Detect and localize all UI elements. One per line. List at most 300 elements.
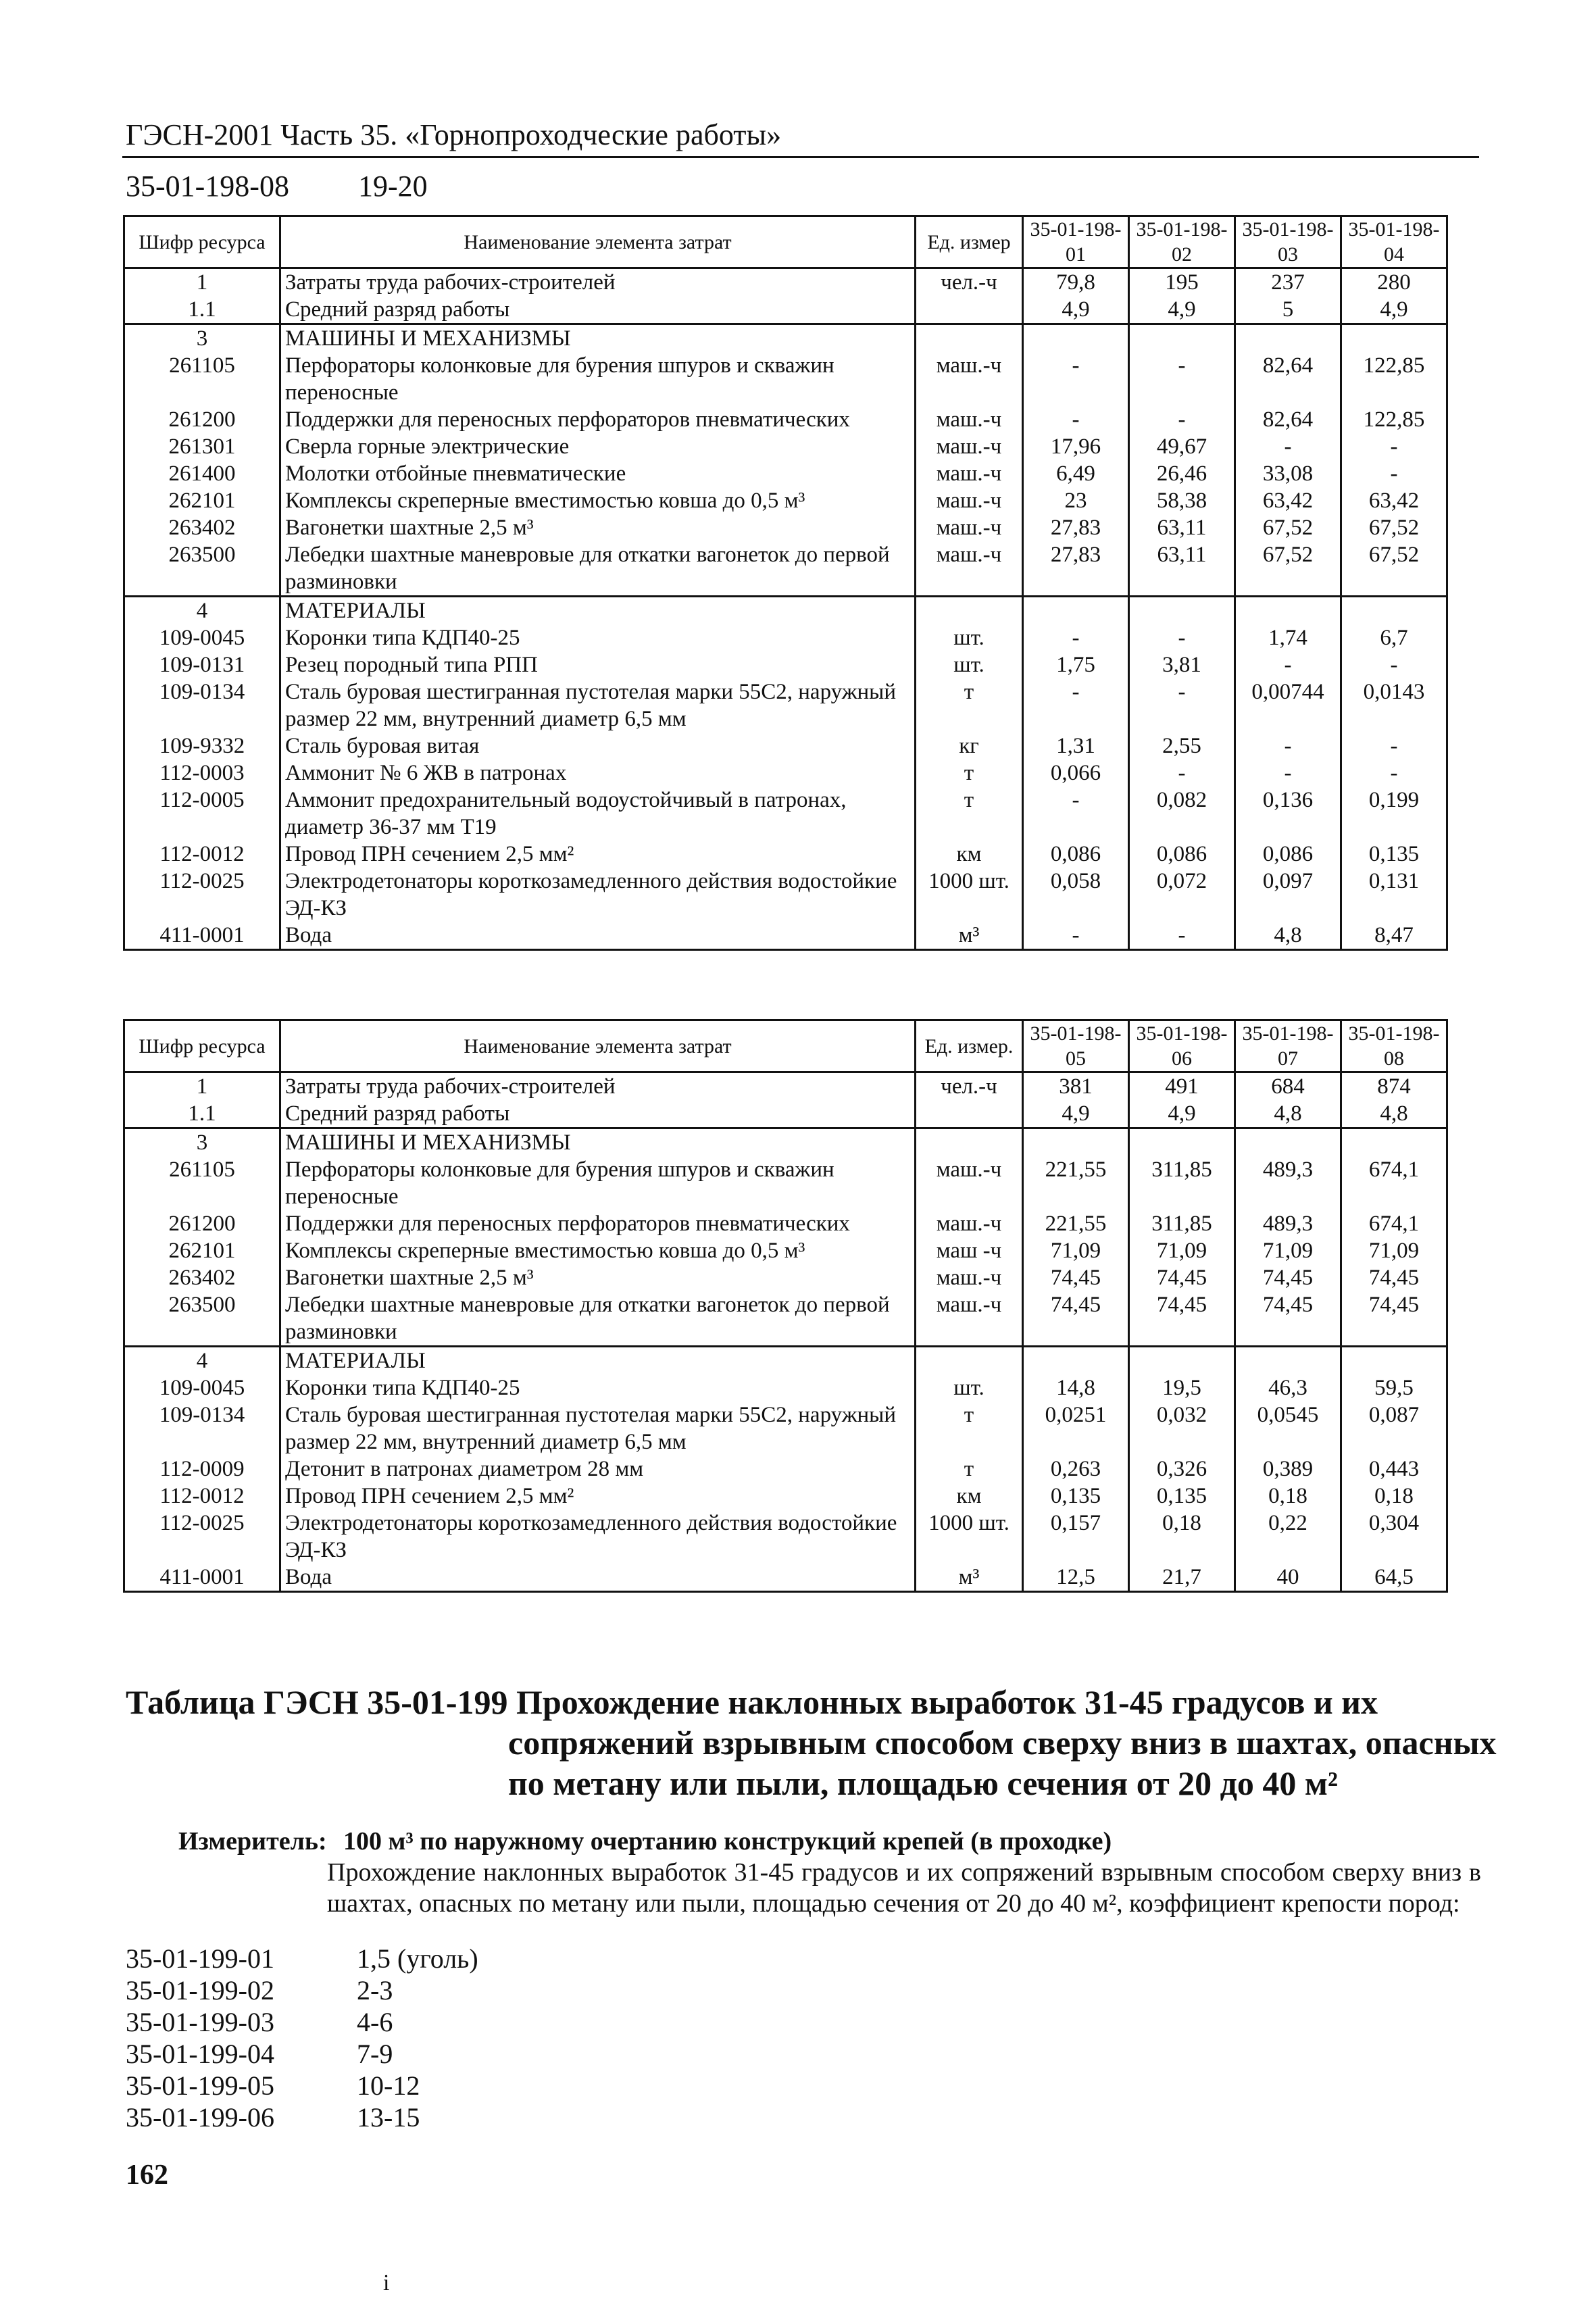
unit-cell: маш.-ч <box>916 1210 1023 1237</box>
value-cell-2: 26,46 <box>1129 460 1235 487</box>
value-cell-3: 4,8 <box>1235 1100 1341 1128</box>
table-row <box>124 352 1447 406</box>
value-cell-4: 6,7 <box>1341 624 1447 651</box>
resource-code-cell: 109-0134 <box>124 1401 280 1455</box>
table-row <box>124 1510 1447 1564</box>
value-cell-4: 0,18 <box>1341 1483 1447 1510</box>
value-cell-1: 23 <box>1023 487 1129 514</box>
value-cell-2 <box>1129 324 1235 353</box>
table-row <box>124 651 1447 678</box>
table-row <box>124 1210 1447 1237</box>
value-cell-2: 0,032 <box>1129 1401 1235 1455</box>
value-cell-1: - <box>1023 352 1129 406</box>
value-cell-3: 40 <box>1235 1564 1341 1592</box>
resource-code-cell: 112-0009 <box>124 1455 280 1483</box>
value-cell-1: 4,9 <box>1023 296 1129 324</box>
value-cell-3: 0,136 <box>1235 787 1341 841</box>
resource-name-cell: Сталь буровая шестигранная пустотелая марки 55С2, наружный размер 22 мм, внутренний диаметр 6,5 мм <box>280 1401 916 1455</box>
coefficient-item <box>126 2038 393 2070</box>
unit-cell: маш.-ч <box>916 541 1023 597</box>
table-row <box>124 541 1447 597</box>
unit-cell: шт. <box>916 624 1023 651</box>
unit-cell: м³ <box>916 1564 1023 1592</box>
resource-code-cell: 1 <box>124 268 280 297</box>
value-cell-4 <box>1341 597 1447 625</box>
table-row <box>124 1455 1447 1483</box>
resource-name-cell: Средний разряд работы <box>280 1100 916 1128</box>
table-row <box>124 460 1447 487</box>
value-cell-4: 4,9 <box>1341 296 1447 324</box>
table-row <box>124 1237 1447 1264</box>
coefficient-item <box>126 1974 393 2006</box>
value-cell-2: 0,082 <box>1129 787 1235 841</box>
value-cell-1 <box>1023 597 1129 625</box>
table-row <box>124 922 1447 950</box>
resource-code-cell: 1.1 <box>124 296 280 324</box>
unit-cell: маш.-ч <box>916 460 1023 487</box>
value-cell-4: 0,304 <box>1341 1510 1447 1564</box>
coefficient-value: 4-6 <box>357 2007 393 2037</box>
resource-name-cell: МАТЕРИАЛЫ <box>280 1347 916 1375</box>
table-row <box>124 787 1447 841</box>
range-pages: 19-20 <box>358 170 428 203</box>
table-title-line-3: по метану или пыли, площадью сечения от 20 до 40 м² <box>508 1764 1338 1802</box>
resource-code-cell: 109-0045 <box>124 624 280 651</box>
unit-cell: т <box>916 787 1023 841</box>
value-cell-3: - <box>1235 760 1341 787</box>
value-cell-4: 0,087 <box>1341 1401 1447 1455</box>
resource-code-cell: 112-0025 <box>124 868 280 922</box>
value-cell-2: 74,45 <box>1129 1291 1235 1347</box>
value-cell-1: 17,96 <box>1023 433 1129 460</box>
value-cell-4: 122,85 <box>1341 352 1447 406</box>
value-cell-2: - <box>1129 352 1235 406</box>
resource-name-cell: Перфораторы колонковые для бурения шпуров и скважин переносные <box>280 1156 916 1210</box>
value-cell-2: - <box>1129 624 1235 651</box>
coefficient-code: 35-01-199-03 <box>126 2007 274 2037</box>
value-cell-3: 0,086 <box>1235 841 1341 868</box>
unit-cell: маш.-ч <box>916 1291 1023 1347</box>
unit-cell: маш.-ч <box>916 433 1023 460</box>
value-cell-3: 63,42 <box>1235 487 1341 514</box>
resource-code-cell: 262101 <box>124 487 280 514</box>
value-cell-1 <box>1023 324 1129 353</box>
resource-code-cell: 261301 <box>124 433 280 460</box>
resource-name-cell: Средний разряд работы <box>280 296 916 324</box>
header-rule <box>122 156 1479 158</box>
value-cell-1: 71,09 <box>1023 1237 1129 1264</box>
unit-cell: шт. <box>916 651 1023 678</box>
resource-code-cell: 112-0012 <box>124 1483 280 1510</box>
table-row <box>124 732 1447 760</box>
value-cell-2: - <box>1129 678 1235 732</box>
table-row <box>124 1072 1447 1101</box>
resource-code-cell: 4 <box>124 597 280 625</box>
resource-name-cell: МАШИНЫ И МЕХАНИЗМЫ <box>280 324 916 353</box>
resource-name-cell: Лебедки шахтные маневровые для откатки вагонеток до первой разминовки <box>280 1291 916 1347</box>
table-row <box>124 296 1447 324</box>
resource-name-cell: Аммонит предохранительный водоустойчивый в патронах, диаметр 36-37 мм Т19 <box>280 787 916 841</box>
value-cell-4: 0,443 <box>1341 1455 1447 1483</box>
resource-code-cell: 109-0045 <box>124 1374 280 1401</box>
unit-cell: т <box>916 1401 1023 1455</box>
resource-name-cell: Электродетонаторы короткозамедленного действия водостойкие ЭД-КЗ <box>280 868 916 922</box>
value-cell-2: - <box>1129 760 1235 787</box>
col-header-unit: Ед. измер. <box>916 1020 1023 1072</box>
value-cell-3: 0,0545 <box>1235 1401 1341 1455</box>
value-cell-3: 0,22 <box>1235 1510 1341 1564</box>
value-cell-2: 49,67 <box>1129 433 1235 460</box>
table-row <box>124 841 1447 868</box>
value-cell-2: 21,7 <box>1129 1564 1235 1592</box>
value-cell-2: 4,9 <box>1129 1100 1235 1128</box>
coefficient-code: 35-01-199-01 <box>126 1943 274 1974</box>
unit-cell <box>916 1128 1023 1157</box>
col-header-c4: 35-01-198-08 <box>1341 1020 1447 1072</box>
value-cell-1: 12,5 <box>1023 1564 1129 1592</box>
table-row <box>124 268 1447 297</box>
value-cell-2: 0,18 <box>1129 1510 1235 1564</box>
coefficient-code: 35-01-199-05 <box>126 2070 274 2101</box>
section-row <box>124 597 1447 625</box>
value-cell-4 <box>1341 1128 1447 1157</box>
value-cell-2: 74,45 <box>1129 1264 1235 1291</box>
resource-name-cell: Провод ПРН сечением 2,5 мм² <box>280 841 916 868</box>
table2-body <box>124 1072 1447 1592</box>
unit-cell <box>916 1347 1023 1375</box>
table-row <box>124 760 1447 787</box>
value-cell-4: - <box>1341 433 1447 460</box>
resource-name-cell: Затраты труда рабочих-строителей <box>280 1072 916 1101</box>
resource-code-cell: 261200 <box>124 1210 280 1237</box>
value-cell-4: 874 <box>1341 1072 1447 1101</box>
resource-code-cell: 112-0005 <box>124 787 280 841</box>
unit-cell: км <box>916 1483 1023 1510</box>
value-cell-4: - <box>1341 732 1447 760</box>
value-cell-2: 311,85 <box>1129 1210 1235 1237</box>
unit-cell: т <box>916 678 1023 732</box>
value-cell-3: 237 <box>1235 268 1341 297</box>
resource-code-cell: 109-0131 <box>124 651 280 678</box>
value-cell-3 <box>1235 1347 1341 1375</box>
value-cell-1: - <box>1023 922 1129 950</box>
resource-name-cell: Перфораторы колонковые для бурения шпуров и скважин переносные <box>280 352 916 406</box>
value-cell-4: 0,0143 <box>1341 678 1447 732</box>
value-cell-1: - <box>1023 406 1129 433</box>
value-cell-4: 71,09 <box>1341 1237 1447 1264</box>
resource-code-cell: 263402 <box>124 1264 280 1291</box>
col-header-unit: Ед. измер <box>916 216 1023 268</box>
unit-cell: 1000 шт. <box>916 1510 1023 1564</box>
value-cell-3: 67,52 <box>1235 514 1341 541</box>
value-cell-1: 0,0251 <box>1023 1401 1129 1455</box>
value-cell-2: 63,11 <box>1129 541 1235 597</box>
table-row <box>124 514 1447 541</box>
value-cell-3: 684 <box>1235 1072 1341 1101</box>
resource-code-cell: 411-0001 <box>124 1564 280 1592</box>
resource-name-cell: Затраты труда рабочих-строителей <box>280 268 916 297</box>
coefficient-item <box>126 2070 420 2101</box>
resource-name-cell: Комплексы скреперные вместимостью ковша до 0,5 м³ <box>280 487 916 514</box>
table-row <box>124 406 1447 433</box>
value-cell-3: - <box>1235 732 1341 760</box>
unit-cell: шт. <box>916 1374 1023 1401</box>
value-cell-2: 3,81 <box>1129 651 1235 678</box>
resource-code-cell: 263500 <box>124 1291 280 1347</box>
resource-name-cell: Поддержки для переносных перфораторов пневматических <box>280 406 916 433</box>
value-cell-3: - <box>1235 651 1341 678</box>
coefficient-code: 35-01-199-02 <box>126 1975 274 2006</box>
table-row <box>124 487 1447 514</box>
value-cell-3: 46,3 <box>1235 1374 1341 1401</box>
value-cell-2: 71,09 <box>1129 1237 1235 1264</box>
table-row <box>124 1156 1447 1210</box>
unit-cell: кг <box>916 732 1023 760</box>
meter-label: Измеритель: <box>178 1827 327 1856</box>
value-cell-4: 122,85 <box>1341 406 1447 433</box>
table-row <box>124 868 1447 922</box>
value-cell-1: 0,058 <box>1023 868 1129 922</box>
resource-code-cell: 112-0003 <box>124 760 280 787</box>
value-cell-2: - <box>1129 406 1235 433</box>
value-cell-4: 8,47 <box>1341 922 1447 950</box>
unit-cell: маш.-ч <box>916 1156 1023 1210</box>
value-cell-3: 71,09 <box>1235 1237 1341 1264</box>
value-cell-1: 0,066 <box>1023 760 1129 787</box>
coefficient-item <box>126 2006 393 2038</box>
table-row <box>124 624 1447 651</box>
resource-name-cell: Лебедки шахтные маневровые для откатки вагонеток до первой разминовки <box>280 541 916 597</box>
value-cell-1: 27,83 <box>1023 541 1129 597</box>
resource-name-cell: МАШИНЫ И МЕХАНИЗМЫ <box>280 1128 916 1157</box>
value-cell-2 <box>1129 1347 1235 1375</box>
value-cell-3: 489,3 <box>1235 1156 1341 1210</box>
value-cell-1 <box>1023 1128 1129 1157</box>
section-row <box>124 1347 1447 1375</box>
resource-name-cell: Поддержки для переносных перфораторов пневматических <box>280 1210 916 1237</box>
value-cell-3: 0,097 <box>1235 868 1341 922</box>
resource-code-cell: 109-0134 <box>124 678 280 732</box>
resource-name-cell: Сверла горные электрические <box>280 433 916 460</box>
value-cell-3: 1,74 <box>1235 624 1341 651</box>
resource-name-cell: Электродетонаторы короткозамедленного действия водостойкие ЭД-КЗ <box>280 1510 916 1564</box>
unit-cell: т <box>916 760 1023 787</box>
value-cell-1: - <box>1023 787 1129 841</box>
value-cell-1: 381 <box>1023 1072 1129 1101</box>
resource-name-cell: Коронки типа КДП40-25 <box>280 624 916 651</box>
value-cell-1: 27,83 <box>1023 514 1129 541</box>
value-cell-4: 280 <box>1341 268 1447 297</box>
col-header-c4: 35-01-198-04 <box>1341 216 1447 268</box>
value-cell-2: 4,9 <box>1129 296 1235 324</box>
value-cell-3: 82,64 <box>1235 352 1341 406</box>
unit-cell: маш.-ч <box>916 487 1023 514</box>
value-cell-1: 0,263 <box>1023 1455 1129 1483</box>
value-cell-3: 74,45 <box>1235 1264 1341 1291</box>
value-cell-3: 4,8 <box>1235 922 1341 950</box>
value-cell-3 <box>1235 324 1341 353</box>
value-cell-2: 0,086 <box>1129 841 1235 868</box>
value-cell-2: 63,11 <box>1129 514 1235 541</box>
table-title-line-2: сопряжений взрывным способом сверху вниз в шахтах, опасных <box>508 1724 1497 1762</box>
value-cell-3 <box>1235 1128 1341 1157</box>
resource-code-cell: 263500 <box>124 541 280 597</box>
value-cell-4: 64,5 <box>1341 1564 1447 1592</box>
value-cell-3: 33,08 <box>1235 460 1341 487</box>
value-cell-3: 0,00744 <box>1235 678 1341 732</box>
resource-code-cell: 263402 <box>124 514 280 541</box>
resource-code-cell: 112-0025 <box>124 1510 280 1564</box>
value-cell-2: 0,135 <box>1129 1483 1235 1510</box>
section-row <box>124 324 1447 353</box>
value-cell-3: 5 <box>1235 296 1341 324</box>
col-header-c2: 35-01-198-02 <box>1129 216 1235 268</box>
value-cell-4: - <box>1341 651 1447 678</box>
col-header-c3: 35-01-198-03 <box>1235 216 1341 268</box>
table-row <box>124 1291 1447 1347</box>
resource-name-cell: Комплексы скреперные вместимостью ковша до 0,5 м³ <box>280 1237 916 1264</box>
unit-cell: км <box>916 841 1023 868</box>
value-cell-3: 0,18 <box>1235 1483 1341 1510</box>
coefficient-code: 35-01-199-04 <box>126 2039 274 2069</box>
resource-code-cell: 261105 <box>124 1156 280 1210</box>
page-number: 162 <box>126 2160 168 2191</box>
unit-cell: чел.-ч <box>916 1072 1023 1101</box>
unit-cell: маш.-ч <box>916 352 1023 406</box>
unit-cell <box>916 597 1023 625</box>
table-row <box>124 678 1447 732</box>
col-header-name: Наименование элемента затрат <box>280 216 916 268</box>
value-cell-1: 1,75 <box>1023 651 1129 678</box>
resource-code-cell: 112-0012 <box>124 841 280 868</box>
unit-cell: маш.-ч <box>916 406 1023 433</box>
col-header-c3: 35-01-198-07 <box>1235 1020 1341 1072</box>
value-cell-1: 0,135 <box>1023 1483 1129 1510</box>
resource-table-2 <box>123 1019 1448 1593</box>
resource-code-cell: 3 <box>124 324 280 353</box>
value-cell-4: 674,1 <box>1341 1210 1447 1237</box>
table-row <box>124 1483 1447 1510</box>
value-cell-4: - <box>1341 760 1447 787</box>
meter-text: 100 м³ по наружному очертанию конструкций крепей (в проходке) <box>343 1827 1112 1856</box>
unit-cell: маш.-ч <box>916 514 1023 541</box>
value-cell-2: 0,072 <box>1129 868 1235 922</box>
value-cell-2 <box>1129 597 1235 625</box>
col-header-c2: 35-01-198-06 <box>1129 1020 1235 1072</box>
value-cell-1: 74,45 <box>1023 1264 1129 1291</box>
section-row <box>124 1128 1447 1157</box>
table-row <box>124 1100 1447 1128</box>
resource-code-cell: 262101 <box>124 1237 280 1264</box>
resource-name-cell: Вагонетки шахтные 2,5 м³ <box>280 514 916 541</box>
value-cell-1: - <box>1023 624 1129 651</box>
value-cell-2: 19,5 <box>1129 1374 1235 1401</box>
col-header-c1: 35-01-198-05 <box>1023 1020 1129 1072</box>
resource-name-cell: Молотки отбойные пневматические <box>280 460 916 487</box>
col-header-code: Шифр ресурса <box>124 1020 280 1072</box>
value-cell-4: 74,45 <box>1341 1291 1447 1347</box>
value-cell-4: 67,52 <box>1341 541 1447 597</box>
resource-code-cell: 109-9332 <box>124 732 280 760</box>
table-row <box>124 1264 1447 1291</box>
unit-cell: 1000 шт. <box>916 868 1023 922</box>
value-cell-3 <box>1235 597 1341 625</box>
resource-name-cell: Аммонит № 6 ЖВ в патронах <box>280 760 916 787</box>
value-cell-3: 82,64 <box>1235 406 1341 433</box>
value-cell-3: 0,389 <box>1235 1455 1341 1483</box>
resource-name-cell: Коронки типа КДП40-25 <box>280 1374 916 1401</box>
value-cell-4: 63,42 <box>1341 487 1447 514</box>
value-cell-4: 0,199 <box>1341 787 1447 841</box>
unit-cell <box>916 1100 1023 1128</box>
stray-mark: i <box>383 2270 390 2295</box>
range-code: 35-01-198-08 <box>126 170 289 203</box>
resource-name-cell: Провод ПРН сечением 2,5 мм² <box>280 1483 916 1510</box>
resource-table-1 <box>123 215 1448 951</box>
value-cell-1 <box>1023 1347 1129 1375</box>
table-row <box>124 1564 1447 1592</box>
value-cell-2: 491 <box>1129 1072 1235 1101</box>
value-cell-4: 74,45 <box>1341 1264 1447 1291</box>
value-cell-1: 0,086 <box>1023 841 1129 868</box>
coefficient-value: 7-9 <box>357 2039 393 2069</box>
value-cell-2: 0,326 <box>1129 1455 1235 1483</box>
value-cell-4: - <box>1341 460 1447 487</box>
col-header-name: Наименование элемента затрат <box>280 1020 916 1072</box>
value-cell-4: 674,1 <box>1341 1156 1447 1210</box>
resource-code-cell: 1 <box>124 1072 280 1101</box>
value-cell-3: - <box>1235 433 1341 460</box>
unit-cell: т <box>916 1455 1023 1483</box>
value-cell-1: 0,157 <box>1023 1510 1129 1564</box>
coefficient-value: 13-15 <box>357 2102 420 2133</box>
value-cell-2 <box>1129 1128 1235 1157</box>
coefficient-item <box>126 2101 420 2133</box>
value-cell-1: 221,55 <box>1023 1210 1129 1237</box>
unit-cell <box>916 324 1023 353</box>
value-cell-4 <box>1341 324 1447 353</box>
resource-code-cell: 3 <box>124 1128 280 1157</box>
resource-code-cell: 261400 <box>124 460 280 487</box>
resource-name-cell: Детонит в патронах диаметром 28 мм <box>280 1455 916 1483</box>
resource-name-cell: Сталь буровая витая <box>280 732 916 760</box>
running-title: ГЭСН-2001 Часть 35. «Горнопроходческие работы» <box>126 118 782 151</box>
value-cell-1: 79,8 <box>1023 268 1129 297</box>
value-cell-4: 0,135 <box>1341 841 1447 868</box>
value-cell-3: 67,52 <box>1235 541 1341 597</box>
resource-name-cell: Вода <box>280 1564 916 1592</box>
coefficient-item <box>126 1943 478 1974</box>
table-row <box>124 433 1447 460</box>
resource-name-cell: Сталь буровая шестигранная пустотелая марки 55С2, наружный размер 22 мм, внутренний диаметр 6,5 мм <box>280 678 916 732</box>
unit-cell: чел.-ч <box>916 268 1023 297</box>
table-title-line-1: Таблица ГЭСН 35-01-199 Прохождение наклонных выработок 31-45 градусов и их <box>126 1683 1378 1721</box>
unit-cell: м³ <box>916 922 1023 950</box>
value-cell-2: 58,38 <box>1129 487 1235 514</box>
resource-code-cell: 1.1 <box>124 1100 280 1128</box>
value-cell-1: 74,45 <box>1023 1291 1129 1347</box>
value-cell-1: 221,55 <box>1023 1156 1129 1210</box>
value-cell-1: 4,9 <box>1023 1100 1129 1128</box>
unit-cell: маш.-ч <box>916 1264 1023 1291</box>
table1-body <box>124 268 1447 950</box>
resource-name-cell: Резец породный типа РПП <box>280 651 916 678</box>
col-header-c1: 35-01-198-01 <box>1023 216 1129 268</box>
coefficient-value: 10-12 <box>357 2070 420 2101</box>
resource-code-cell: 261200 <box>124 406 280 433</box>
resource-name-cell: МАТЕРИАЛЫ <box>280 597 916 625</box>
value-cell-2: 195 <box>1129 268 1235 297</box>
